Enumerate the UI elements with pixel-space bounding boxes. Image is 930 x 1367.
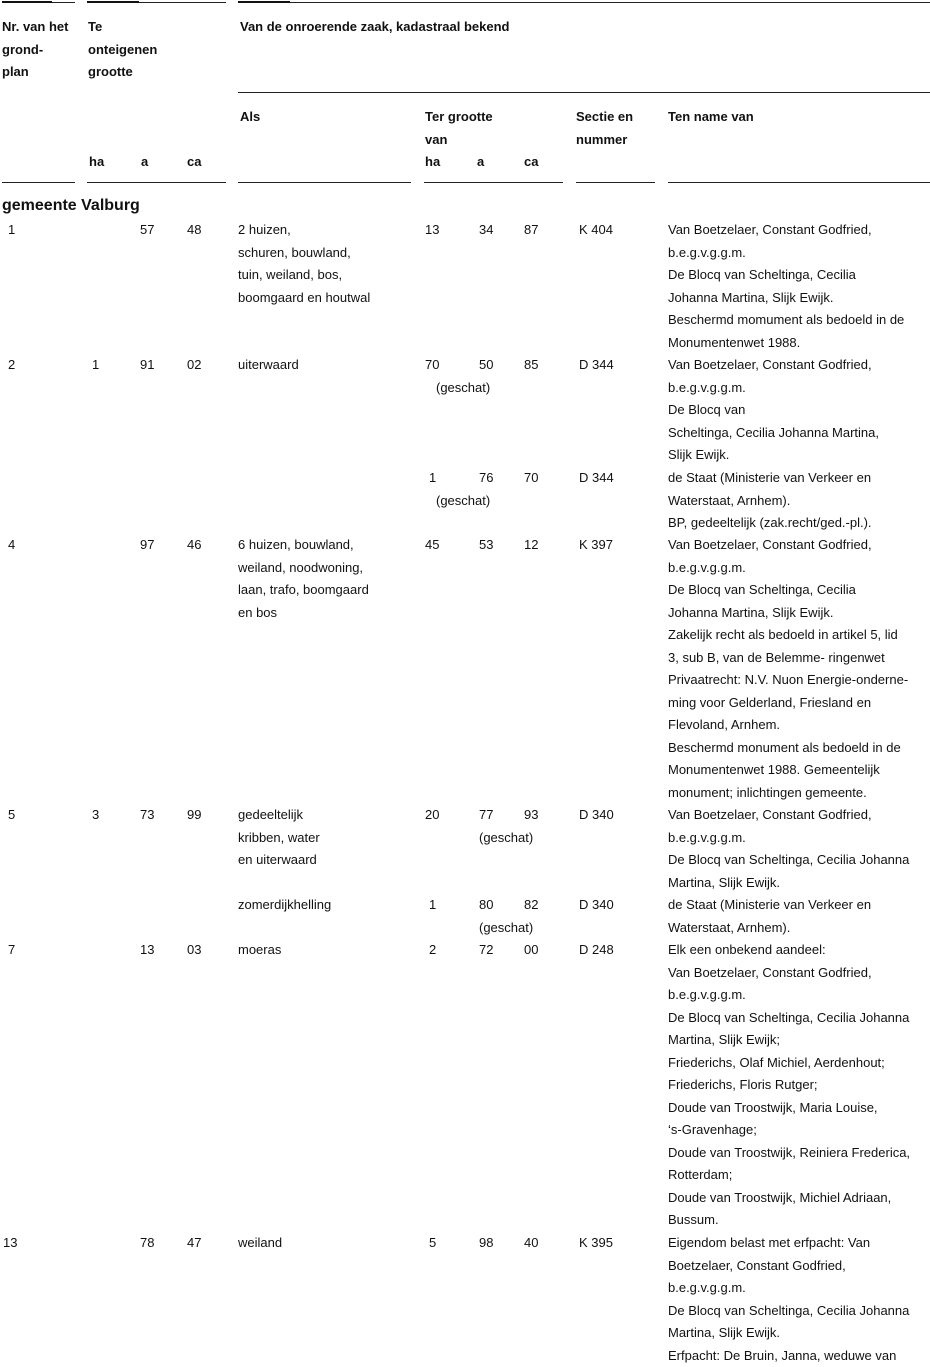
cell-ten-name-van: Monumentenwet 1988. bbox=[668, 332, 800, 355]
subheader-rule bbox=[238, 92, 930, 93]
header-te-onteigenen: Te onteigenen grootte bbox=[88, 16, 157, 84]
cell-ten-name-van: Doude van Troostwijk, Michiel Adriaan, bbox=[668, 1187, 891, 1210]
cell-ten-name-van: ming voor Gelderland, Friesland en bbox=[668, 692, 871, 715]
cell-ten-name-van: b.e.g.v.g.g.m. bbox=[668, 1277, 746, 1300]
cell-grootte-ha: 5 bbox=[429, 1232, 436, 1255]
cell-ten-name-van: Elk een onbekend aandeel: bbox=[668, 939, 826, 962]
cell-ten-name-van: de Staat (Ministerie van Verkeer en bbox=[668, 894, 871, 917]
cell-als: schuren, bouwland, bbox=[238, 242, 351, 265]
cell-sectie: D 340 bbox=[579, 894, 614, 917]
cell-ten-name-van: ‘s-Gravenhage; bbox=[668, 1119, 757, 1142]
cell-ten-name-van: b.e.g.v.g.g.m. bbox=[668, 557, 746, 580]
cell-grootte-a: 72 bbox=[479, 939, 493, 962]
cell-als: moeras bbox=[238, 939, 281, 962]
cell-a: 91 bbox=[140, 354, 154, 377]
cell-ten-name-van: Flevoland, Arnhem. bbox=[668, 714, 780, 737]
header-a: a bbox=[141, 151, 148, 174]
cell-ten-name-van: Zakelijk recht als bedoeld in artikel 5, lid bbox=[668, 624, 898, 647]
cell-ca: 99 bbox=[187, 804, 201, 827]
cell-ten-name-van: BP, gedeeltelijk (zak.recht/ged.-pl.). bbox=[668, 512, 872, 535]
cell-nr: 7 bbox=[8, 939, 15, 962]
cell-ten-name-van: Van Boetzelaer, Constant Godfried, bbox=[668, 804, 872, 827]
cell-ten-name-van: De Blocq van Scheltinga, Cecilia bbox=[668, 579, 856, 602]
cell-grootte-ca: 93 bbox=[524, 804, 538, 827]
cell-grootte-ca: 12 bbox=[524, 534, 538, 557]
cell-geschat: (geschat) bbox=[436, 490, 490, 513]
cell-ten-name-van: De Blocq van Scheltinga, Cecilia Johanna bbox=[668, 1300, 909, 1323]
header-ter-grootte: Ter grootte van bbox=[425, 106, 493, 151]
top-rule bbox=[290, 2, 930, 3]
cell-ten-name-van: Johanna Martina, Slijk Ewijk. bbox=[668, 602, 833, 625]
cell-ten-name-van: Waterstaat, Arnhem). bbox=[668, 490, 790, 513]
header-grootte-a: a bbox=[477, 151, 484, 174]
cell-nr: 13 bbox=[3, 1232, 17, 1255]
cell-grootte-a: 77 bbox=[479, 804, 493, 827]
cell-ten-name-van: Bussum. bbox=[668, 1209, 719, 1232]
cell-ten-name-van: Johanna Martina, Slijk Ewijk. bbox=[668, 287, 833, 310]
cell-ca: 03 bbox=[187, 939, 201, 962]
top-rule bbox=[139, 2, 226, 3]
header-bottom-rule bbox=[424, 182, 563, 183]
cell-ten-name-van: Martina, Slijk Ewijk; bbox=[668, 1029, 780, 1052]
top-rule bbox=[238, 1, 290, 3]
cell-als: kribben, water bbox=[238, 827, 320, 850]
cell-grootte-ha: 13 bbox=[425, 219, 439, 242]
cell-ten-name-van: Van Boetzelaer, Constant Godfried, bbox=[668, 219, 872, 242]
cell-ten-name-van: Slijk Ewijk. bbox=[668, 444, 729, 467]
cell-als: weiland, noodwoning, bbox=[238, 557, 363, 580]
cell-ca: 47 bbox=[187, 1232, 201, 1255]
cell-ten-name-van: Doude van Troostwijk, Maria Louise, bbox=[668, 1097, 878, 1120]
header-ten-name-van: Ten name van bbox=[668, 106, 754, 129]
cell-a: 73 bbox=[140, 804, 154, 827]
cell-grootte-a: 34 bbox=[479, 219, 493, 242]
cell-geschat: (geschat) bbox=[436, 377, 490, 400]
top-rule bbox=[52, 2, 75, 3]
cell-grootte-ha: 1 bbox=[429, 894, 436, 917]
cell-grootte-ca: 70 bbox=[524, 467, 538, 490]
cell-ten-name-van: b.e.g.v.g.g.m. bbox=[668, 242, 746, 265]
header-ha: ha bbox=[89, 151, 104, 174]
cell-grootte-ca: 00 bbox=[524, 939, 538, 962]
header-nr: Nr. van het grond- plan bbox=[2, 16, 68, 84]
cell-ten-name-van: Van Boetzelaer, Constant Godfried, bbox=[668, 534, 872, 557]
cell-ten-name-van: b.e.g.v.g.g.m. bbox=[668, 984, 746, 1007]
cell-ten-name-van: Doude van Troostwijk, Reiniera Frederica, bbox=[668, 1142, 910, 1165]
header-grootte-ca: ca bbox=[524, 151, 538, 174]
cell-ten-name-van: b.e.g.v.g.g.m. bbox=[668, 377, 746, 400]
cell-als: gedeeltelijk bbox=[238, 804, 303, 827]
header-bottom-rule bbox=[576, 182, 655, 183]
cell-ten-name-van: De Blocq van bbox=[668, 399, 745, 422]
cell-ca: 46 bbox=[187, 534, 201, 557]
header-sectie: Sectie en nummer bbox=[576, 106, 633, 151]
cell-ten-name-van: Friederichs, Olaf Michiel, Aerdenhout; bbox=[668, 1052, 885, 1075]
cell-geschat: (geschat) bbox=[479, 917, 533, 940]
cell-ten-name-van: Scheltinga, Cecilia Johanna Martina, bbox=[668, 422, 879, 445]
cell-ten-name-van: Van Boetzelaer, Constant Godfried, bbox=[668, 354, 872, 377]
cell-ten-name-van: Van Boetzelaer, Constant Godfried, bbox=[668, 962, 872, 985]
cell-nr: 2 bbox=[8, 354, 15, 377]
cell-sectie: D 344 bbox=[579, 354, 614, 377]
cell-ten-name-van: Waterstaat, Arnhem). bbox=[668, 917, 790, 940]
cell-grootte-ha: 1 bbox=[429, 467, 436, 490]
cell-grootte-a: 50 bbox=[479, 354, 493, 377]
cell-sectie: D 344 bbox=[579, 467, 614, 490]
header-bottom-rule bbox=[668, 182, 930, 183]
cell-ha: 3 bbox=[92, 804, 99, 827]
cell-ten-name-van: Eigendom belast met erfpacht: Van bbox=[668, 1232, 870, 1255]
cell-a: 78 bbox=[140, 1232, 154, 1255]
header-ca: ca bbox=[187, 151, 201, 174]
cell-als: uiterwaard bbox=[238, 354, 299, 377]
cell-nr: 1 bbox=[8, 219, 15, 242]
cell-nr: 5 bbox=[8, 804, 15, 827]
cell-sectie: D 248 bbox=[579, 939, 614, 962]
cell-als: en bos bbox=[238, 602, 277, 625]
cell-grootte-ca: 87 bbox=[524, 219, 538, 242]
cell-ten-name-van: Boetzelaer, Constant Godfried, bbox=[668, 1255, 846, 1278]
cell-ha: 1 bbox=[92, 354, 99, 377]
cell-ten-name-van: Monumentenwet 1988. Gemeentelijk bbox=[668, 759, 880, 782]
cell-grootte-ca: 85 bbox=[524, 354, 538, 377]
header-bottom-rule bbox=[87, 182, 226, 183]
cell-ten-name-van: Beschermd momument als bedoeld in de bbox=[668, 309, 904, 332]
cell-ten-name-van: De Blocq van Scheltinga, Cecilia Johanna bbox=[668, 849, 909, 872]
cell-grootte-a: 76 bbox=[479, 467, 493, 490]
cell-grootte-ha: 2 bbox=[429, 939, 436, 962]
header-grootte-ha: ha bbox=[425, 151, 440, 174]
cell-nr: 4 bbox=[8, 534, 15, 557]
cell-geschat: (geschat) bbox=[479, 827, 533, 850]
cell-ca: 48 bbox=[187, 219, 201, 242]
cell-als: laan, trafo, boomgaard bbox=[238, 579, 369, 602]
cell-sectie: K 395 bbox=[579, 1232, 613, 1255]
cell-sectie: K 404 bbox=[579, 219, 613, 242]
cell-ten-name-van: Rotterdam; bbox=[668, 1164, 732, 1187]
cell-a: 97 bbox=[140, 534, 154, 557]
cell-grootte-ca: 40 bbox=[524, 1232, 538, 1255]
cell-sectie: D 340 bbox=[579, 804, 614, 827]
cell-grootte-ha: 20 bbox=[425, 804, 439, 827]
cell-als: weiland bbox=[238, 1232, 282, 1255]
cell-grootte-ha: 70 bbox=[425, 354, 439, 377]
cell-als: 2 huizen, bbox=[238, 219, 291, 242]
cell-a: 57 bbox=[140, 219, 154, 242]
cell-grootte-ha: 45 bbox=[425, 534, 439, 557]
cell-grootte-ca: 82 bbox=[524, 894, 538, 917]
cell-ca: 02 bbox=[187, 354, 201, 377]
cell-ten-name-van: De Blocq van Scheltinga, Cecilia Johanna bbox=[668, 1007, 909, 1030]
cell-ten-name-van: De Blocq van Scheltinga, Cecilia bbox=[668, 264, 856, 287]
header-group-title: Van de onroerende zaak, kadastraal bekend bbox=[240, 16, 510, 39]
cell-grootte-a: 80 bbox=[479, 894, 493, 917]
cell-a: 13 bbox=[140, 939, 154, 962]
cell-als: boomgaard en houtwal bbox=[238, 287, 370, 310]
header-bottom-rule bbox=[2, 182, 75, 183]
cell-als: zomerdijkhelling bbox=[238, 894, 331, 917]
header-als: Als bbox=[240, 106, 260, 129]
cell-grootte-a: 98 bbox=[479, 1232, 493, 1255]
cell-ten-name-van: Martina, Slijk Ewijk. bbox=[668, 872, 780, 895]
cell-ten-name-van: 3, sub B, van de Belemme- ringenwet bbox=[668, 647, 885, 670]
cell-als: en uiterwaard bbox=[238, 849, 317, 872]
cell-ten-name-van: Martina, Slijk Ewijk. bbox=[668, 1322, 780, 1345]
cell-ten-name-van: Erfpacht: De Bruin, Janna, weduwe van bbox=[668, 1345, 896, 1367]
cell-ten-name-van: Friederichs, Floris Rutger; bbox=[668, 1074, 818, 1097]
cell-ten-name-van: Beschermd monument als bedoeld in de bbox=[668, 737, 901, 760]
cell-ten-name-van: monument; inlichtingen gemeente. bbox=[668, 782, 867, 805]
top-rule bbox=[87, 1, 139, 3]
section-title: gemeente Valburg bbox=[2, 197, 140, 215]
top-rule bbox=[2, 1, 52, 3]
cell-als: tuin, weiland, bos, bbox=[238, 264, 342, 287]
cell-als: 6 huizen, bouwland, bbox=[238, 534, 354, 557]
cell-ten-name-van: b.e.g.v.g.g.m. bbox=[668, 827, 746, 850]
header-bottom-rule bbox=[238, 182, 411, 183]
cell-sectie: K 397 bbox=[579, 534, 613, 557]
cell-ten-name-van: Privaatrecht: N.V. Nuon Energie-onderne- bbox=[668, 669, 908, 692]
cell-ten-name-van: de Staat (Ministerie van Verkeer en bbox=[668, 467, 871, 490]
cell-grootte-a: 53 bbox=[479, 534, 493, 557]
